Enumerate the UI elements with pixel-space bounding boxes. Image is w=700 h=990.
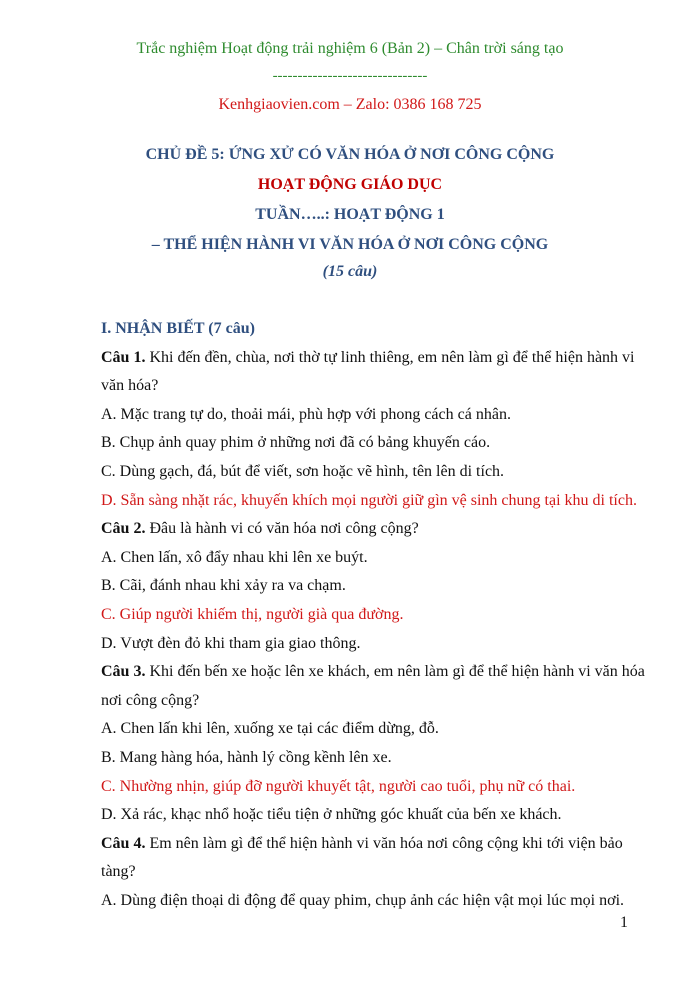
week-heading: TUẦN…..: HOẠT ĐỘNG 1: [255, 206, 445, 223]
question-1: [101, 344, 641, 373]
question-2: [101, 515, 641, 544]
page-number: 1: [620, 914, 628, 931]
option-b: B. Mang hàng hóa, hành lý cồng kềnh lên xe.: [101, 748, 392, 766]
option-d-correct: D. Sẵn sàng nhặt rác, khuyến khích mọi người giữ gìn vệ sinh chung tại khu di tích.: [101, 491, 637, 509]
question-label: Câu 4.: [101, 834, 146, 852]
option-a: A. Dùng điện thoại di động để quay phim, chụp ảnh các hiện vật mọi lúc mọi nơi.: [101, 891, 625, 909]
option-a: A. Mặc trang tự do, thoải mái, phù hợp với phong cách cá nhân.: [101, 405, 511, 423]
question-text: Đâu là hành vi có văn hóa nơi công cộng?: [145, 520, 419, 538]
question-label: Câu 3.: [101, 663, 146, 681]
option-c-correct: C. Nhường nhịn, giúp đỡ người khuyết tật, người cao tuổi, phụ nữ có thai.: [101, 777, 576, 795]
question-text: Khi đến bến xe hoặc lên xe khách, em nên làm gì để thể hiện hành vi văn hóa: [145, 663, 645, 681]
section-heading: I. NHẬN BIẾT (7 câu): [101, 320, 255, 337]
topic-heading: CHỦ ĐỀ 5: ỨNG XỬ CÓ VĂN HÓA Ở NƠI CÔNG CỘNG: [145, 146, 555, 163]
question-text: Khi đến đền, chùa, nơi thờ tự linh thiêng, em nên làm gì để thể hiện hành vi: [145, 348, 635, 366]
option-a: A. Chen lấn, xô đẩy nhau khi lên xe buýt.: [101, 548, 368, 566]
option-b: B. Chụp ảnh quay phim ở những nơi đã có bảng khuyến cáo.: [101, 434, 491, 452]
activity-heading: HOẠT ĐỘNG GIÁO DỤC: [257, 176, 443, 193]
question-count: (15 câu): [322, 263, 378, 280]
question-text: Em nên làm gì để thể hiện hành vi văn hóa nơi công cộng khi tới viện bảo: [145, 834, 623, 852]
option-b: B. Cãi, đánh nhau khi xảy ra va chạm.: [101, 577, 346, 595]
question-list: [101, 315, 645, 915]
question-label: Câu 1.: [101, 348, 146, 366]
question-text-continued: nơi công cộng?: [101, 691, 200, 709]
question-label: Câu 2.: [101, 520, 146, 538]
subtitle-heading: – THỂ HIỆN HÀNH VI VĂN HÓA Ở NƠI CÔNG CỘNG: [151, 236, 549, 253]
option-d: D. Xả rác, khạc nhổ hoặc tiểu tiện ở những góc khuất của bến xe khách.: [101, 806, 562, 824]
header-divider: -------------------------------: [272, 68, 428, 84]
option-c-correct: C. Giúp người khiếm thị, người già qua đường.: [101, 605, 404, 623]
question-3: [101, 658, 645, 687]
question-text-continued: tàng?: [101, 863, 136, 881]
header-title: Trắc nghiệm Hoạt động trải nghiệm 6 (Bản 2) – Chân trời sáng tạo: [136, 40, 564, 57]
option-c: C. Dùng gạch, đá, bút để viết, sơn hoặc vẽ hình, tên lên di tích.: [101, 462, 505, 480]
header-contact: Kenhgiaovien.com – Zalo: 0386 168 725: [218, 96, 482, 113]
question-text-continued: văn hóa?: [101, 377, 159, 395]
question-4: [101, 830, 641, 859]
option-a: A. Chen lấn khi lên, xuống xe tại các điểm dừng, đỗ.: [101, 720, 439, 738]
option-d: D. Vượt đèn đỏ khi tham gia giao thông.: [101, 634, 361, 652]
